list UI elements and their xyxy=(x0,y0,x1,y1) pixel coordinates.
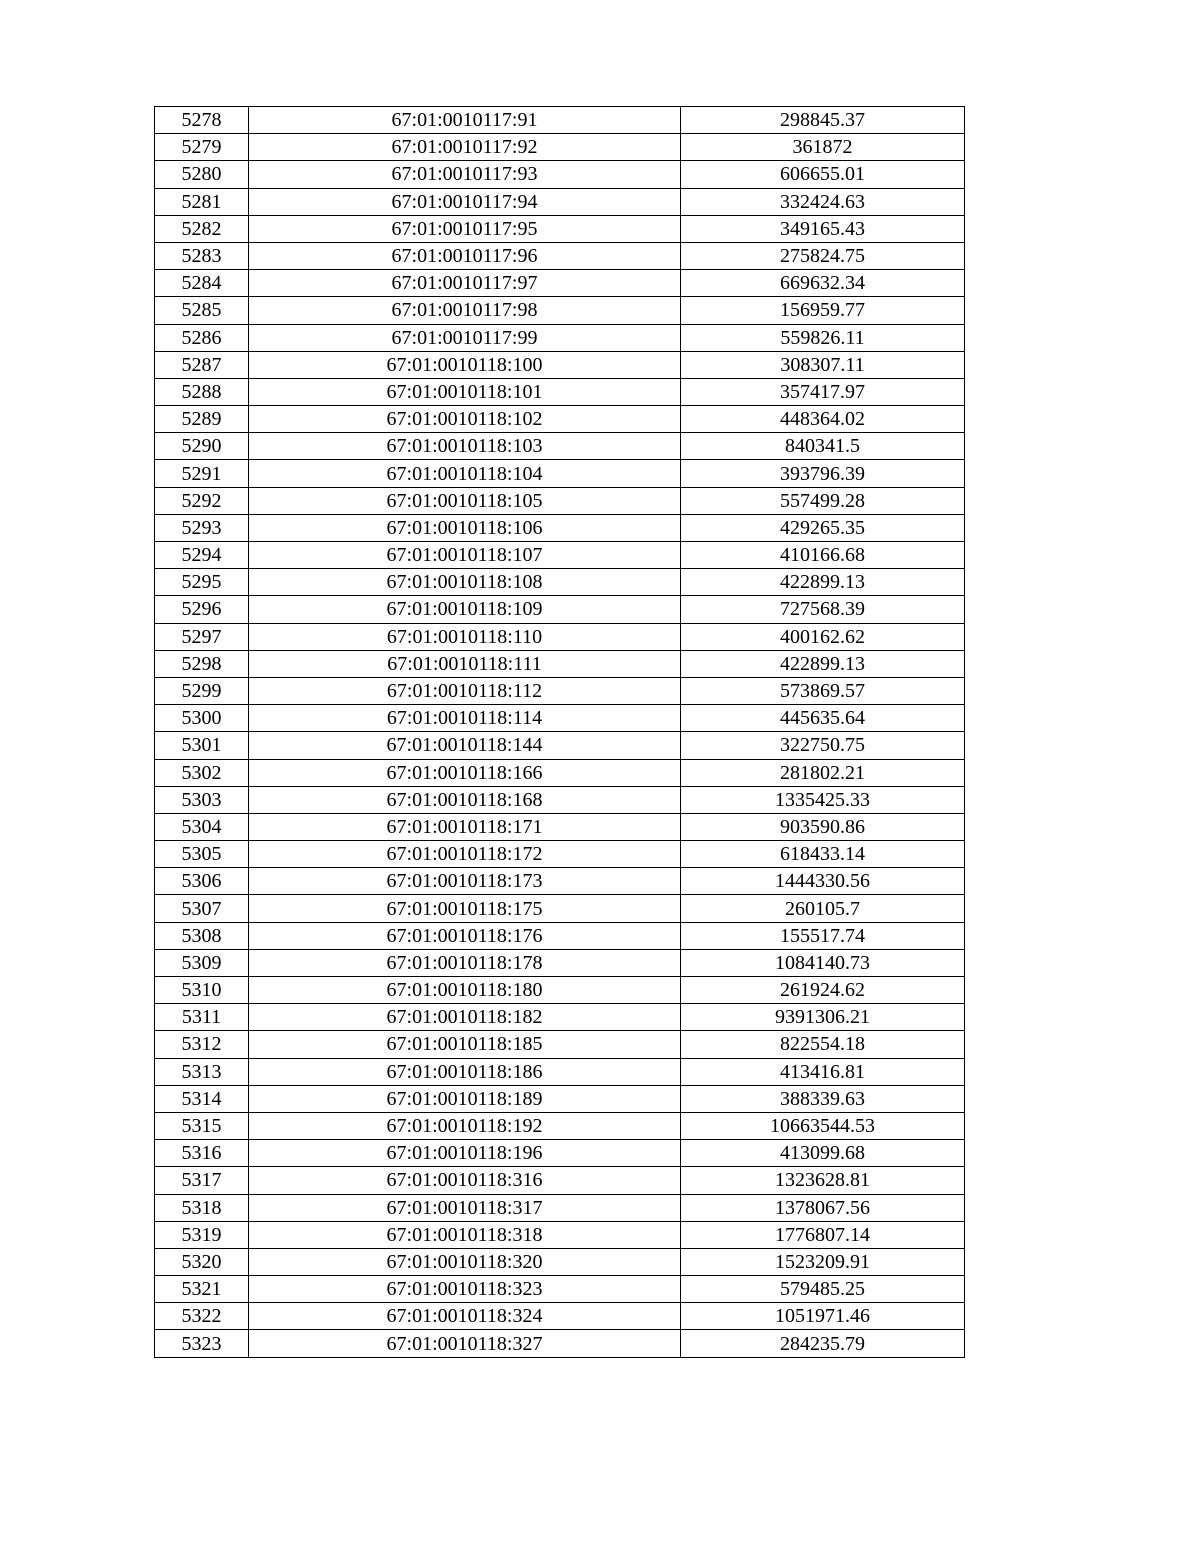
cadastral-value-cell: 840341.5 xyxy=(681,433,965,460)
row-number-cell: 5300 xyxy=(155,705,249,732)
table-row xyxy=(155,1221,965,1248)
cadastral-value-cell: 400162.62 xyxy=(681,623,965,650)
cadastral-value-cell: 260105.7 xyxy=(681,895,965,922)
row-number-cell: 5320 xyxy=(155,1248,249,1275)
cadastral-number-cell: 67:01:0010117:95 xyxy=(249,215,681,242)
row-number-cell: 5321 xyxy=(155,1276,249,1303)
table-body xyxy=(155,107,965,1358)
row-number-cell: 5291 xyxy=(155,460,249,487)
cadastral-value-cell: 275824.75 xyxy=(681,242,965,269)
cadastral-number-cell: 67:01:0010118:103 xyxy=(249,433,681,460)
cadastral-number-cell: 67:01:0010118:172 xyxy=(249,841,681,868)
row-number-cell: 5303 xyxy=(155,786,249,813)
cadastral-value-cell: 573869.57 xyxy=(681,677,965,704)
table-row xyxy=(155,705,965,732)
cadastral-number-cell: 67:01:0010117:92 xyxy=(249,134,681,161)
cadastral-number-cell: 67:01:0010118:166 xyxy=(249,759,681,786)
cadastral-number-cell: 67:01:0010118:318 xyxy=(249,1221,681,1248)
cadastral-value-cell: 1084140.73 xyxy=(681,949,965,976)
cadastral-value-cell: 261924.62 xyxy=(681,977,965,1004)
row-number-cell: 5308 xyxy=(155,922,249,949)
row-number-cell: 5301 xyxy=(155,732,249,759)
cadastral-number-cell: 67:01:0010117:97 xyxy=(249,270,681,297)
table-row xyxy=(155,569,965,596)
row-number-cell: 5280 xyxy=(155,161,249,188)
cadastral-value-cell: 332424.63 xyxy=(681,188,965,215)
row-number-cell: 5315 xyxy=(155,1112,249,1139)
row-number-cell: 5296 xyxy=(155,596,249,623)
row-number-cell: 5290 xyxy=(155,433,249,460)
table-row xyxy=(155,324,965,351)
cadastral-number-cell: 67:01:0010118:109 xyxy=(249,596,681,623)
cadastral-number-cell: 67:01:0010118:110 xyxy=(249,623,681,650)
row-number-cell: 5285 xyxy=(155,297,249,324)
cadastral-number-cell: 67:01:0010118:102 xyxy=(249,406,681,433)
table-row xyxy=(155,868,965,895)
cadastral-number-cell: 67:01:0010118:317 xyxy=(249,1194,681,1221)
table-row xyxy=(155,406,965,433)
cadastral-value-cell: 410166.68 xyxy=(681,542,965,569)
cadastral-value-cell: 413099.68 xyxy=(681,1140,965,1167)
row-number-cell: 5292 xyxy=(155,487,249,514)
table-row xyxy=(155,542,965,569)
cadastral-number-cell: 67:01:0010118:105 xyxy=(249,487,681,514)
cadastral-value-cell: 579485.25 xyxy=(681,1276,965,1303)
cadastral-number-cell: 67:01:0010118:175 xyxy=(249,895,681,922)
row-number-cell: 5304 xyxy=(155,813,249,840)
cadastral-value-cell: 361872 xyxy=(681,134,965,161)
table-row xyxy=(155,623,965,650)
table-row xyxy=(155,188,965,215)
cadastral-value-cell: 422899.13 xyxy=(681,650,965,677)
cadastral-value-cell: 281802.21 xyxy=(681,759,965,786)
cadastral-value-cell: 618433.14 xyxy=(681,841,965,868)
row-number-cell: 5314 xyxy=(155,1085,249,1112)
row-number-cell: 5282 xyxy=(155,215,249,242)
row-number-cell: 5312 xyxy=(155,1031,249,1058)
cadastral-value-cell: 1523209.91 xyxy=(681,1248,965,1275)
cadastral-number-cell: 67:01:0010118:320 xyxy=(249,1248,681,1275)
cadastral-number-cell: 67:01:0010117:99 xyxy=(249,324,681,351)
cadastral-number-cell: 67:01:0010117:98 xyxy=(249,297,681,324)
cadastral-value-cell: 349165.43 xyxy=(681,215,965,242)
table-row xyxy=(155,732,965,759)
row-number-cell: 5322 xyxy=(155,1303,249,1330)
cadastral-value-cell: 1444330.56 xyxy=(681,868,965,895)
row-number-cell: 5323 xyxy=(155,1330,249,1357)
cadastral-value-cell: 393796.39 xyxy=(681,460,965,487)
cadastral-value-cell: 559826.11 xyxy=(681,324,965,351)
table-row xyxy=(155,297,965,324)
cadastral-number-cell: 67:01:0010118:107 xyxy=(249,542,681,569)
cadastral-number-cell: 67:01:0010118:114 xyxy=(249,705,681,732)
cadastral-number-cell: 67:01:0010118:196 xyxy=(249,1140,681,1167)
cadastral-number-cell: 67:01:0010118:186 xyxy=(249,1058,681,1085)
table-row xyxy=(155,460,965,487)
row-number-cell: 5288 xyxy=(155,378,249,405)
table-row xyxy=(155,895,965,922)
cadastral-value-cell: 669632.34 xyxy=(681,270,965,297)
cadastral-value-cell: 606655.01 xyxy=(681,161,965,188)
cadastral-value-cell: 903590.86 xyxy=(681,813,965,840)
cadastral-number-cell: 67:01:0010117:96 xyxy=(249,242,681,269)
cadastral-value-cell: 1776807.14 xyxy=(681,1221,965,1248)
cadastral-number-cell: 67:01:0010118:182 xyxy=(249,1004,681,1031)
cadastral-value-cell: 429265.35 xyxy=(681,514,965,541)
cadastral-number-cell: 67:01:0010118:100 xyxy=(249,351,681,378)
table-row xyxy=(155,1303,965,1330)
table-row xyxy=(155,215,965,242)
cadastral-number-cell: 67:01:0010118:111 xyxy=(249,650,681,677)
table-row xyxy=(155,677,965,704)
cadastral-number-cell: 67:01:0010118:316 xyxy=(249,1167,681,1194)
row-number-cell: 5283 xyxy=(155,242,249,269)
table-row xyxy=(155,1194,965,1221)
row-number-cell: 5289 xyxy=(155,406,249,433)
table-row xyxy=(155,514,965,541)
row-number-cell: 5302 xyxy=(155,759,249,786)
table-row xyxy=(155,107,965,134)
cadastral-value-cell: 422899.13 xyxy=(681,569,965,596)
cadastral-number-cell: 67:01:0010117:94 xyxy=(249,188,681,215)
row-number-cell: 5317 xyxy=(155,1167,249,1194)
table-row xyxy=(155,351,965,378)
table-row xyxy=(155,1004,965,1031)
table-row xyxy=(155,1276,965,1303)
table-row xyxy=(155,841,965,868)
table-row xyxy=(155,487,965,514)
row-number-cell: 5305 xyxy=(155,841,249,868)
table-row xyxy=(155,1330,965,1357)
cadastral-value-table xyxy=(154,106,965,1358)
cadastral-value-cell: 298845.37 xyxy=(681,107,965,134)
table-row xyxy=(155,1058,965,1085)
table-row xyxy=(155,1140,965,1167)
table-row xyxy=(155,922,965,949)
cadastral-value-cell: 10663544.53 xyxy=(681,1112,965,1139)
cadastral-number-cell: 67:01:0010118:178 xyxy=(249,949,681,976)
row-number-cell: 5319 xyxy=(155,1221,249,1248)
row-number-cell: 5278 xyxy=(155,107,249,134)
table-row xyxy=(155,759,965,786)
table-row xyxy=(155,378,965,405)
cadastral-value-cell: 1323628.81 xyxy=(681,1167,965,1194)
row-number-cell: 5313 xyxy=(155,1058,249,1085)
row-number-cell: 5316 xyxy=(155,1140,249,1167)
cadastral-value-cell: 9391306.21 xyxy=(681,1004,965,1031)
cadastral-number-cell: 67:01:0010118:171 xyxy=(249,813,681,840)
row-number-cell: 5311 xyxy=(155,1004,249,1031)
cadastral-number-cell: 67:01:0010118:112 xyxy=(249,677,681,704)
table-row xyxy=(155,1112,965,1139)
table-row xyxy=(155,949,965,976)
table-row xyxy=(155,1167,965,1194)
row-number-cell: 5281 xyxy=(155,188,249,215)
cadastral-value-cell: 557499.28 xyxy=(681,487,965,514)
cadastral-number-cell: 67:01:0010118:327 xyxy=(249,1330,681,1357)
cadastral-number-cell: 67:01:0010117:91 xyxy=(249,107,681,134)
table-row xyxy=(155,433,965,460)
cadastral-number-cell: 67:01:0010118:108 xyxy=(249,569,681,596)
table-row xyxy=(155,161,965,188)
row-number-cell: 5279 xyxy=(155,134,249,161)
table-row xyxy=(155,650,965,677)
row-number-cell: 5298 xyxy=(155,650,249,677)
table-row xyxy=(155,813,965,840)
row-number-cell: 5306 xyxy=(155,868,249,895)
cadastral-value-cell: 308307.11 xyxy=(681,351,965,378)
cadastral-value-cell: 822554.18 xyxy=(681,1031,965,1058)
row-number-cell: 5287 xyxy=(155,351,249,378)
table-row xyxy=(155,134,965,161)
cadastral-number-cell: 67:01:0010118:168 xyxy=(249,786,681,813)
cadastral-value-cell: 727568.39 xyxy=(681,596,965,623)
row-number-cell: 5293 xyxy=(155,514,249,541)
cadastral-number-cell: 67:01:0010118:104 xyxy=(249,460,681,487)
cadastral-number-cell: 67:01:0010118:106 xyxy=(249,514,681,541)
cadastral-value-cell: 388339.63 xyxy=(681,1085,965,1112)
row-number-cell: 5297 xyxy=(155,623,249,650)
row-number-cell: 5318 xyxy=(155,1194,249,1221)
row-number-cell: 5309 xyxy=(155,949,249,976)
cadastral-number-cell: 67:01:0010118:323 xyxy=(249,1276,681,1303)
row-number-cell: 5294 xyxy=(155,542,249,569)
cadastral-number-cell: 67:01:0010118:101 xyxy=(249,378,681,405)
cadastral-number-cell: 67:01:0010117:93 xyxy=(249,161,681,188)
table-row xyxy=(155,596,965,623)
cadastral-value-cell: 445635.64 xyxy=(681,705,965,732)
cadastral-value-cell: 413416.81 xyxy=(681,1058,965,1085)
cadastral-value-cell: 156959.77 xyxy=(681,297,965,324)
row-number-cell: 5284 xyxy=(155,270,249,297)
cadastral-number-cell: 67:01:0010118:173 xyxy=(249,868,681,895)
table-row xyxy=(155,786,965,813)
row-number-cell: 5295 xyxy=(155,569,249,596)
cadastral-number-cell: 67:01:0010118:324 xyxy=(249,1303,681,1330)
cadastral-number-cell: 67:01:0010118:189 xyxy=(249,1085,681,1112)
table-row xyxy=(155,977,965,1004)
cadastral-value-cell: 1378067.56 xyxy=(681,1194,965,1221)
cadastral-value-cell: 322750.75 xyxy=(681,732,965,759)
cadastral-value-cell: 155517.74 xyxy=(681,922,965,949)
row-number-cell: 5310 xyxy=(155,977,249,1004)
table-row xyxy=(155,270,965,297)
cadastral-value-cell: 357417.97 xyxy=(681,378,965,405)
row-number-cell: 5299 xyxy=(155,677,249,704)
row-number-cell: 5307 xyxy=(155,895,249,922)
cadastral-number-cell: 67:01:0010118:180 xyxy=(249,977,681,1004)
table-row xyxy=(155,242,965,269)
cadastral-value-cell: 284235.79 xyxy=(681,1330,965,1357)
cadastral-value-cell: 1051971.46 xyxy=(681,1303,965,1330)
table-row xyxy=(155,1031,965,1058)
cadastral-number-cell: 67:01:0010118:176 xyxy=(249,922,681,949)
table-row xyxy=(155,1248,965,1275)
cadastral-value-cell: 448364.02 xyxy=(681,406,965,433)
cadastral-number-cell: 67:01:0010118:192 xyxy=(249,1112,681,1139)
table-row xyxy=(155,1085,965,1112)
row-number-cell: 5286 xyxy=(155,324,249,351)
cadastral-number-cell: 67:01:0010118:144 xyxy=(249,732,681,759)
cadastral-number-cell: 67:01:0010118:185 xyxy=(249,1031,681,1058)
cadastral-value-cell: 1335425.33 xyxy=(681,786,965,813)
